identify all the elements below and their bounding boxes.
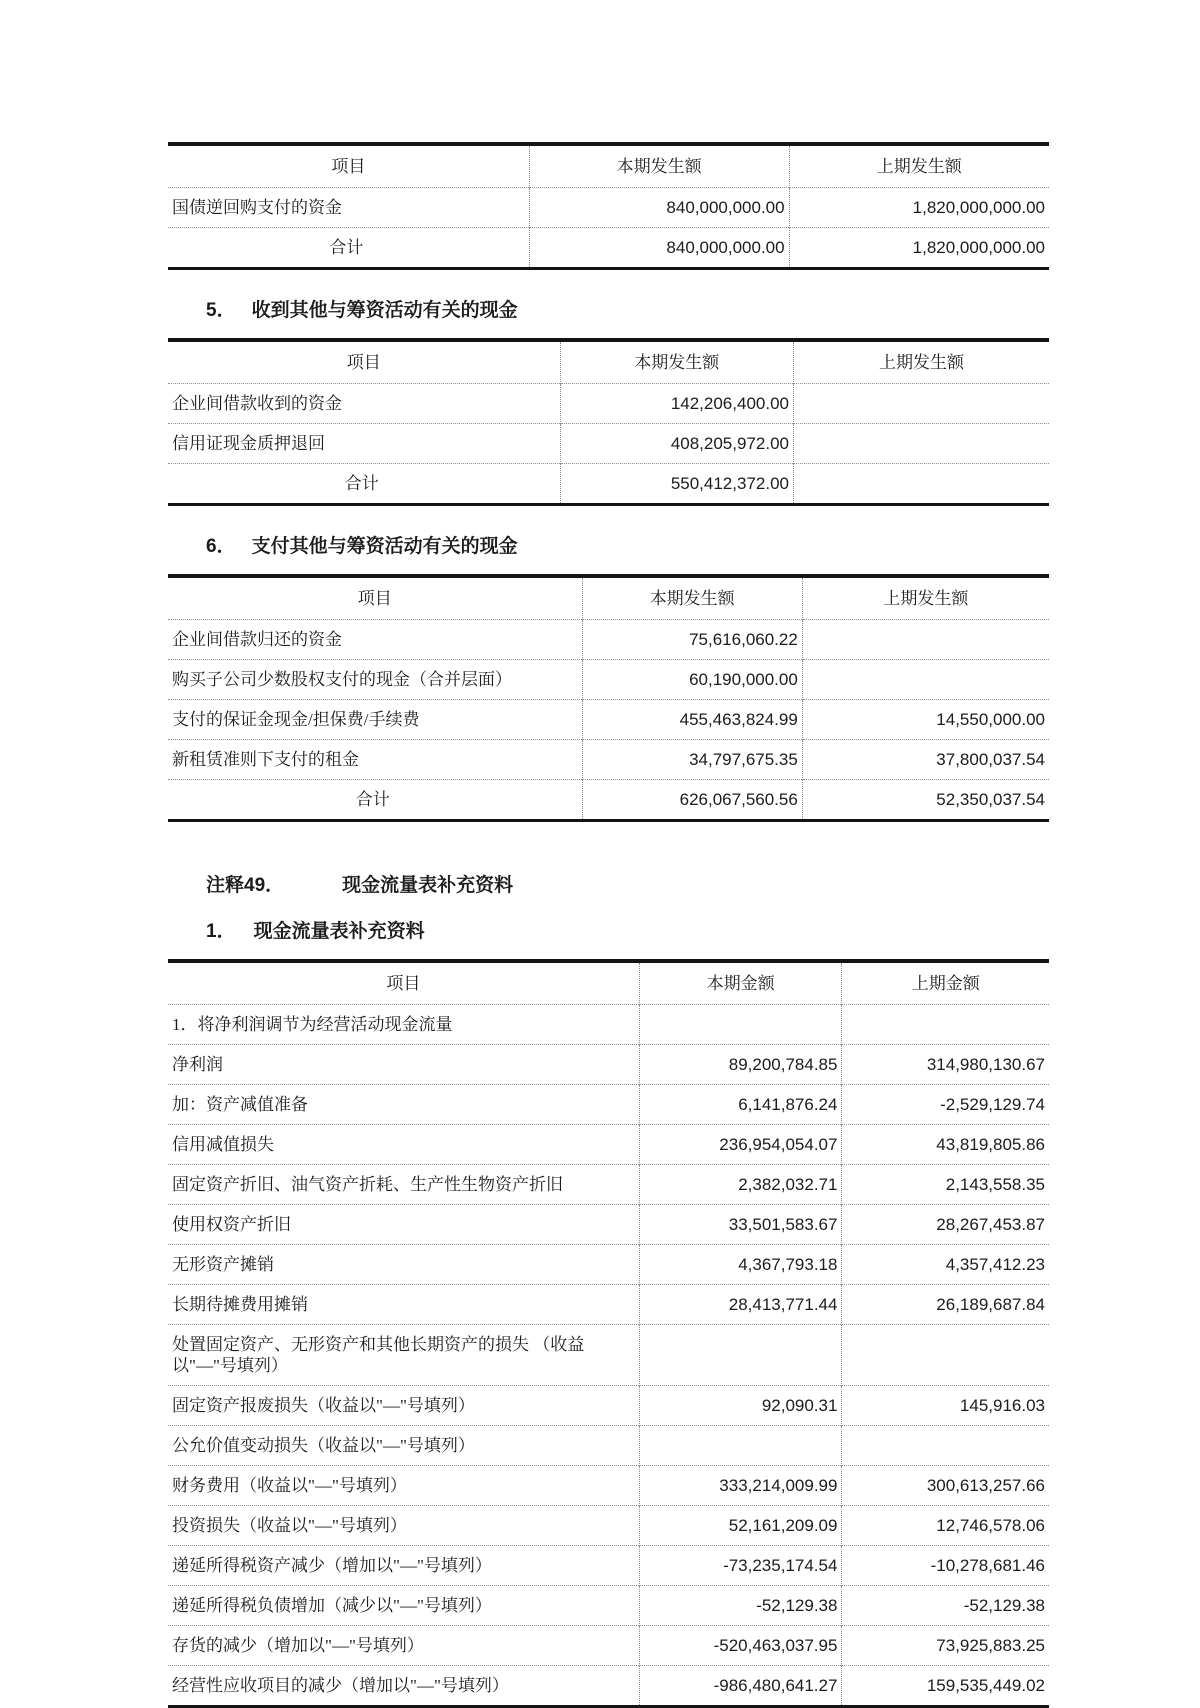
current-amount-cell: 455,463,824.99 [582,700,802,740]
current-amount-cell: 89,200,784.85 [639,1045,842,1085]
table-row [168,1125,1049,1165]
prior-amount-cell [793,464,1049,505]
current-amount-cell: 75,616,060.22 [582,620,802,660]
current-amount-cell: 60,190,000.00 [582,660,802,700]
prior-amount-cell [793,384,1049,424]
prior-amount-cell [842,1325,1049,1386]
prior-amount-cell: 314,980,130.67 [842,1045,1049,1085]
table-row [168,1205,1049,1245]
prior-amount-cell: 28,267,453.87 [842,1205,1049,1245]
table-other-financing-cash-paid [168,574,1049,822]
header-row [168,576,1049,620]
current-amount-cell: 92,090.31 [639,1386,842,1426]
prior-amount-cell: 37,800,037.54 [802,740,1049,780]
section-title: 收到其他与筹资活动有关的现金 [251,300,518,321]
current-amount-cell: -520,463,037.95 [639,1626,842,1666]
table-row [168,1626,1049,1666]
prior-amount-cell: 2,143,558.35 [842,1165,1049,1205]
item-label-cell: 经营性应收项目的减少（增加以"—"号填列） [168,1666,639,1707]
item-label-cell: 公允价值变动损失（收益以"—"号填列） [168,1426,639,1466]
item-label-cell: 购买子公司少数股权支付的现金（合并层面） [168,660,582,700]
table-row [168,1325,1049,1386]
current-amount-cell: -986,480,641.27 [639,1666,842,1707]
table-row [168,1245,1049,1285]
item-label-cell: 固定资产折旧、油气资产折耗、生产性生物资产折旧 [168,1165,639,1205]
item-label-cell: 支付的保证金现金/担保费/手续费 [168,700,582,740]
table-row [168,1506,1049,1546]
table-row [168,1085,1049,1125]
current-amount-cell: 142,206,400.00 [560,384,793,424]
item-label-cell: 加：资产减值准备 [168,1085,639,1125]
section-number: 6． [206,536,236,557]
table-row [168,384,1049,424]
table-cash-flow-supplement [168,959,1049,1708]
header-row [168,144,1049,188]
section-5-heading [206,299,1049,323]
item-label-cell: 企业间借款收到的资金 [168,384,560,424]
table-row [168,660,1049,700]
note-49-heading [206,874,1049,898]
current-amount-cell: 840,000,000.00 [529,228,789,269]
item-label-cell: 财务费用（收益以"—"号填列） [168,1466,639,1506]
table-row [168,1666,1049,1707]
prior-amount-cell: 26,189,687.84 [842,1285,1049,1325]
current-amount-cell: 550,412,372.00 [560,464,793,505]
item-label-cell: 净利润 [168,1045,639,1085]
table-row [168,188,1049,228]
item-label-cell: 递延所得税负债增加（减少以"—"号填列） [168,1586,639,1626]
item-label-cell: 合计 [168,228,529,269]
table-row [168,1045,1049,1085]
current-amount-cell: 6,141,876.24 [639,1085,842,1125]
subsection-1-heading [206,920,1049,944]
column-header: 上期发生额 [789,144,1049,188]
table-row [168,424,1049,464]
item-label-cell: 递延所得税资产减少（增加以"—"号填列） [168,1546,639,1586]
header-row [168,340,1049,384]
section-number: 5． [206,300,236,321]
column-header: 项目 [346,353,381,372]
current-amount-cell: -73,235,174.54 [639,1546,842,1586]
item-label-cell: 合计 [168,780,582,821]
table-row [168,1466,1049,1506]
current-amount-cell: 33,501,583.67 [639,1205,842,1245]
total-row [168,464,1049,505]
category-row [168,1005,1049,1045]
table-row [168,1386,1049,1426]
item-label-cell: 企业间借款归还的资金 [168,620,582,660]
item-label-cell: 合计 [168,464,560,505]
prior-amount-cell: -10,278,681.46 [842,1546,1049,1586]
prior-amount-cell: 1,820,000,000.00 [789,188,1049,228]
column-header: 项目 [386,974,421,993]
prior-amount-cell: 1,820,000,000.00 [789,228,1049,269]
report-page [168,0,1049,1708]
prior-amount-cell: 159,535,449.02 [842,1666,1049,1707]
prior-amount-cell [802,620,1049,660]
note-number: 注释49． [206,875,285,896]
item-label-cell: 投资损失（收益以"—"号填列） [168,1506,639,1546]
prior-amount-cell: 52,350,037.54 [802,780,1049,821]
total-row [168,780,1049,821]
current-amount-cell: 408,205,972.00 [560,424,793,464]
total-row [168,228,1049,269]
current-amount-cell [639,1005,842,1045]
prior-amount-cell [842,1426,1049,1466]
item-label-cell: 存货的减少（增加以"—"号填列） [168,1626,639,1666]
table-row [168,1586,1049,1626]
item-label-cell: 固定资产报废损失（收益以"—"号填列） [168,1386,639,1426]
table-row [168,620,1049,660]
column-header: 上期发生额 [793,340,1049,384]
current-amount-cell: 28,413,771.44 [639,1285,842,1325]
prior-amount-cell [802,660,1049,700]
section-title: 支付其他与筹资活动有关的现金 [251,536,518,557]
item-label-cell: 信用证现金质押退回 [168,424,560,464]
prior-amount-cell: 300,613,257.66 [842,1466,1049,1506]
column-header: 本期发生额 [560,340,793,384]
table-gov-bond-repurchase [168,142,1049,270]
current-amount-cell: 4,367,793.18 [639,1245,842,1285]
subsection-number: 1． [206,921,236,942]
prior-amount-cell [793,424,1049,464]
column-header: 项目 [331,157,366,176]
current-amount-cell [639,1426,842,1466]
column-header: 上期金额 [842,961,1049,1005]
item-label-cell: 信用减值损失 [168,1125,639,1165]
column-header: 本期发生额 [529,144,789,188]
current-amount-cell [639,1325,842,1386]
column-header: 项目 [357,589,392,608]
table-row [168,740,1049,780]
table-row [168,1546,1049,1586]
prior-amount-cell: 14,550,000.00 [802,700,1049,740]
current-amount-cell: 333,214,009.99 [639,1466,842,1506]
item-label-cell: 处置固定资产、无形资产和其他长期资产的损失 （收益以"—"号填列） [168,1325,639,1386]
column-header: 本期发生额 [582,576,802,620]
header-row [168,961,1049,1005]
item-label-cell: 1．将净利润调节为经营活动现金流量 [168,1005,639,1045]
current-amount-cell: -52,129.38 [639,1586,842,1626]
item-label-cell: 新租赁准则下支付的租金 [168,740,582,780]
note-title: 现金流量表补充资料 [342,875,514,896]
prior-amount-cell: 145,916.03 [842,1386,1049,1426]
prior-amount-cell: -52,129.38 [842,1586,1049,1626]
current-amount-cell: 52,161,209.09 [639,1506,842,1546]
current-amount-cell: 2,382,032.71 [639,1165,842,1205]
current-amount-cell: 34,797,675.35 [582,740,802,780]
prior-amount-cell [842,1005,1049,1045]
prior-amount-cell: -2,529,129.74 [842,1085,1049,1125]
item-label-cell: 无形资产摊销 [168,1245,639,1285]
prior-amount-cell: 43,819,805.86 [842,1125,1049,1165]
table-other-financing-cash-received [168,338,1049,506]
table-row [168,1165,1049,1205]
current-amount-cell: 840,000,000.00 [529,188,789,228]
top-margin [168,0,1049,142]
table-row [168,1426,1049,1466]
column-header: 上期发生额 [802,576,1049,620]
section-6-heading [206,535,1049,559]
prior-amount-cell: 73,925,883.25 [842,1626,1049,1666]
item-label-cell: 长期待摊费用摊销 [168,1285,639,1325]
prior-amount-cell: 12,746,578.06 [842,1506,1049,1546]
table-row [168,1285,1049,1325]
current-amount-cell: 626,067,560.56 [582,780,802,821]
table-row [168,700,1049,740]
item-label-cell: 使用权资产折旧 [168,1205,639,1245]
column-header: 本期金额 [639,961,842,1005]
current-amount-cell: 236,954,054.07 [639,1125,842,1165]
item-label-cell: 国债逆回购支付的资金 [168,188,529,228]
prior-amount-cell: 4,357,412.23 [842,1245,1049,1285]
subsection-title: 现金流量表补充资料 [253,921,425,942]
